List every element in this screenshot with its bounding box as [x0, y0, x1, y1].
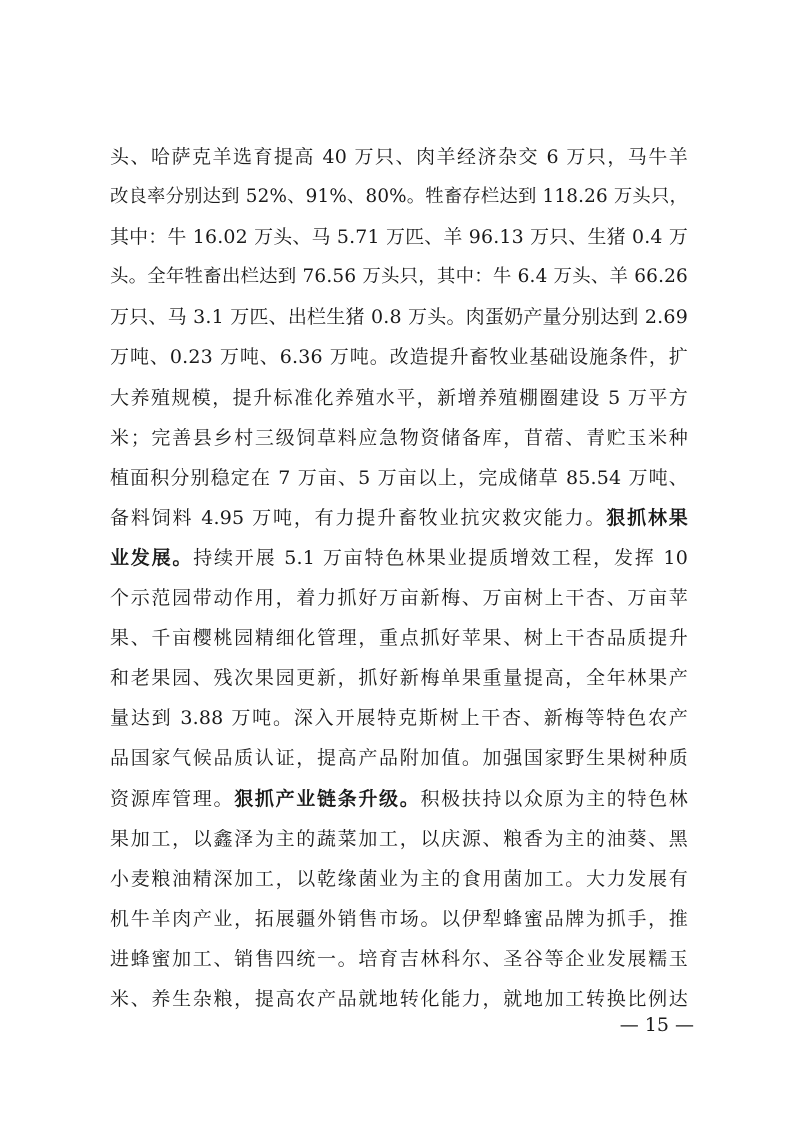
- text-segment: 持续开展 5.1 万亩特色林果业提质增效工程，发挥 10: [193, 546, 688, 569]
- text-segment: 资源库管理。: [110, 787, 235, 810]
- text-segment: 进蜂蜜加工、销售四统一。培育吉林科尔、圣谷等企业发展糯玉: [110, 947, 688, 970]
- text-line: [110, 779, 688, 819]
- text-line: [110, 859, 688, 899]
- text-segment: 大养殖规模，提升标准化养殖水平，新增养殖棚圈建设 5 万平方: [110, 386, 688, 409]
- text-line: [110, 257, 688, 297]
- text-line: [110, 177, 688, 217]
- text-segment: 米；完善县乡村三级饲草料应急物资储备库，苜蓿、青贮玉米种: [110, 426, 688, 449]
- bold-heading-phrase: 业发展。: [110, 546, 194, 569]
- text-segment: 备料饲料 4.95 万吨，有力提升畜牧业抗灾救灾能力。: [110, 506, 607, 529]
- text-segment: 小麦粮油精深加工，以乾缘菌业为主的食用菌加工。大力发展有: [110, 867, 688, 890]
- text-line: [110, 538, 688, 578]
- text-line: [110, 217, 688, 257]
- text-line: [110, 297, 688, 337]
- text-line: [110, 618, 688, 658]
- bold-heading-phrase: 狠抓产业链条升级。: [234, 787, 421, 810]
- text-segment: 头。全年牲畜出栏达到 76.56 万头只，其中：牛 6.4 万头、羊 66.26: [110, 266, 688, 288]
- text-segment: 米、养生杂粮，提高农产品就地转化能力，就地加工转换比例达: [110, 987, 688, 1010]
- text-line: [110, 698, 688, 738]
- text-line: [110, 738, 688, 778]
- text-line: [110, 979, 688, 1019]
- text-segment: 改良率分别达到 52%、91%、80%。牲畜存栏达到 118.26 万头只，: [110, 186, 688, 208]
- text-line: [110, 498, 688, 538]
- text-segment: 和老果园、残次果园更新，抓好新梅单果重量提高，全年林果产: [110, 667, 688, 690]
- text-line: [110, 137, 688, 177]
- text-segment: 机牛羊肉产业，拓展疆外销售市场。以伊犁蜂蜜品牌为抓手，推: [110, 907, 688, 930]
- page-number: — 15 —: [619, 1014, 694, 1036]
- text-segment: 积极扶持以众原为主的特色林: [420, 787, 688, 810]
- text-segment: 个示范园带动作用，着力抓好万亩新梅、万亩树上干杏、万亩苹: [110, 587, 688, 610]
- text-line: [110, 899, 688, 939]
- text-line: [110, 337, 688, 377]
- text-segment: 万只、马 3.1 万匹、出栏生猪 0.8 万头。肉蛋奶产量分别达到 2.69: [110, 306, 688, 329]
- text-segment: 头、哈萨克羊选育提高 40 万只、肉羊经济杂交 6 万只，马牛羊: [110, 146, 688, 168]
- text-line: [110, 578, 688, 618]
- text-segment: 果、千亩樱桃园精细化管理，重点抓好苹果、树上干杏品质提升: [110, 627, 688, 650]
- text-segment: 万吨、0.23 万吨、6.36 万吨。改造提升畜牧业基础设施条件，扩: [110, 346, 688, 369]
- text-segment: 其中：牛 16.02 万头、马 5.71 万匹、羊 96.13 万只、生猪 0.4 万: [110, 226, 688, 249]
- text-segment: 果加工，以鑫泽为主的蔬菜加工，以庆源、粮香为主的油葵、黑: [110, 827, 688, 850]
- text-line: [110, 458, 688, 498]
- text-segment: 量达到 3.88 万吨。深入开展特克斯树上干杏、新梅等特色农产: [110, 707, 688, 730]
- text-segment: 品国家气候品质认证，提高产品附加值。加强国家野生果树种质: [110, 747, 688, 770]
- text-line: [110, 658, 688, 698]
- text-line: [110, 819, 688, 859]
- text-line: [110, 939, 688, 979]
- body-paragraph: [110, 137, 688, 1019]
- bold-heading-phrase: 狠抓林果: [606, 506, 688, 529]
- text-line: [110, 378, 688, 418]
- text-segment: 植面积分别稳定在 7 万亩、5 万亩以上，完成储草 85.54 万吨、: [110, 466, 688, 489]
- text-line: [110, 418, 688, 458]
